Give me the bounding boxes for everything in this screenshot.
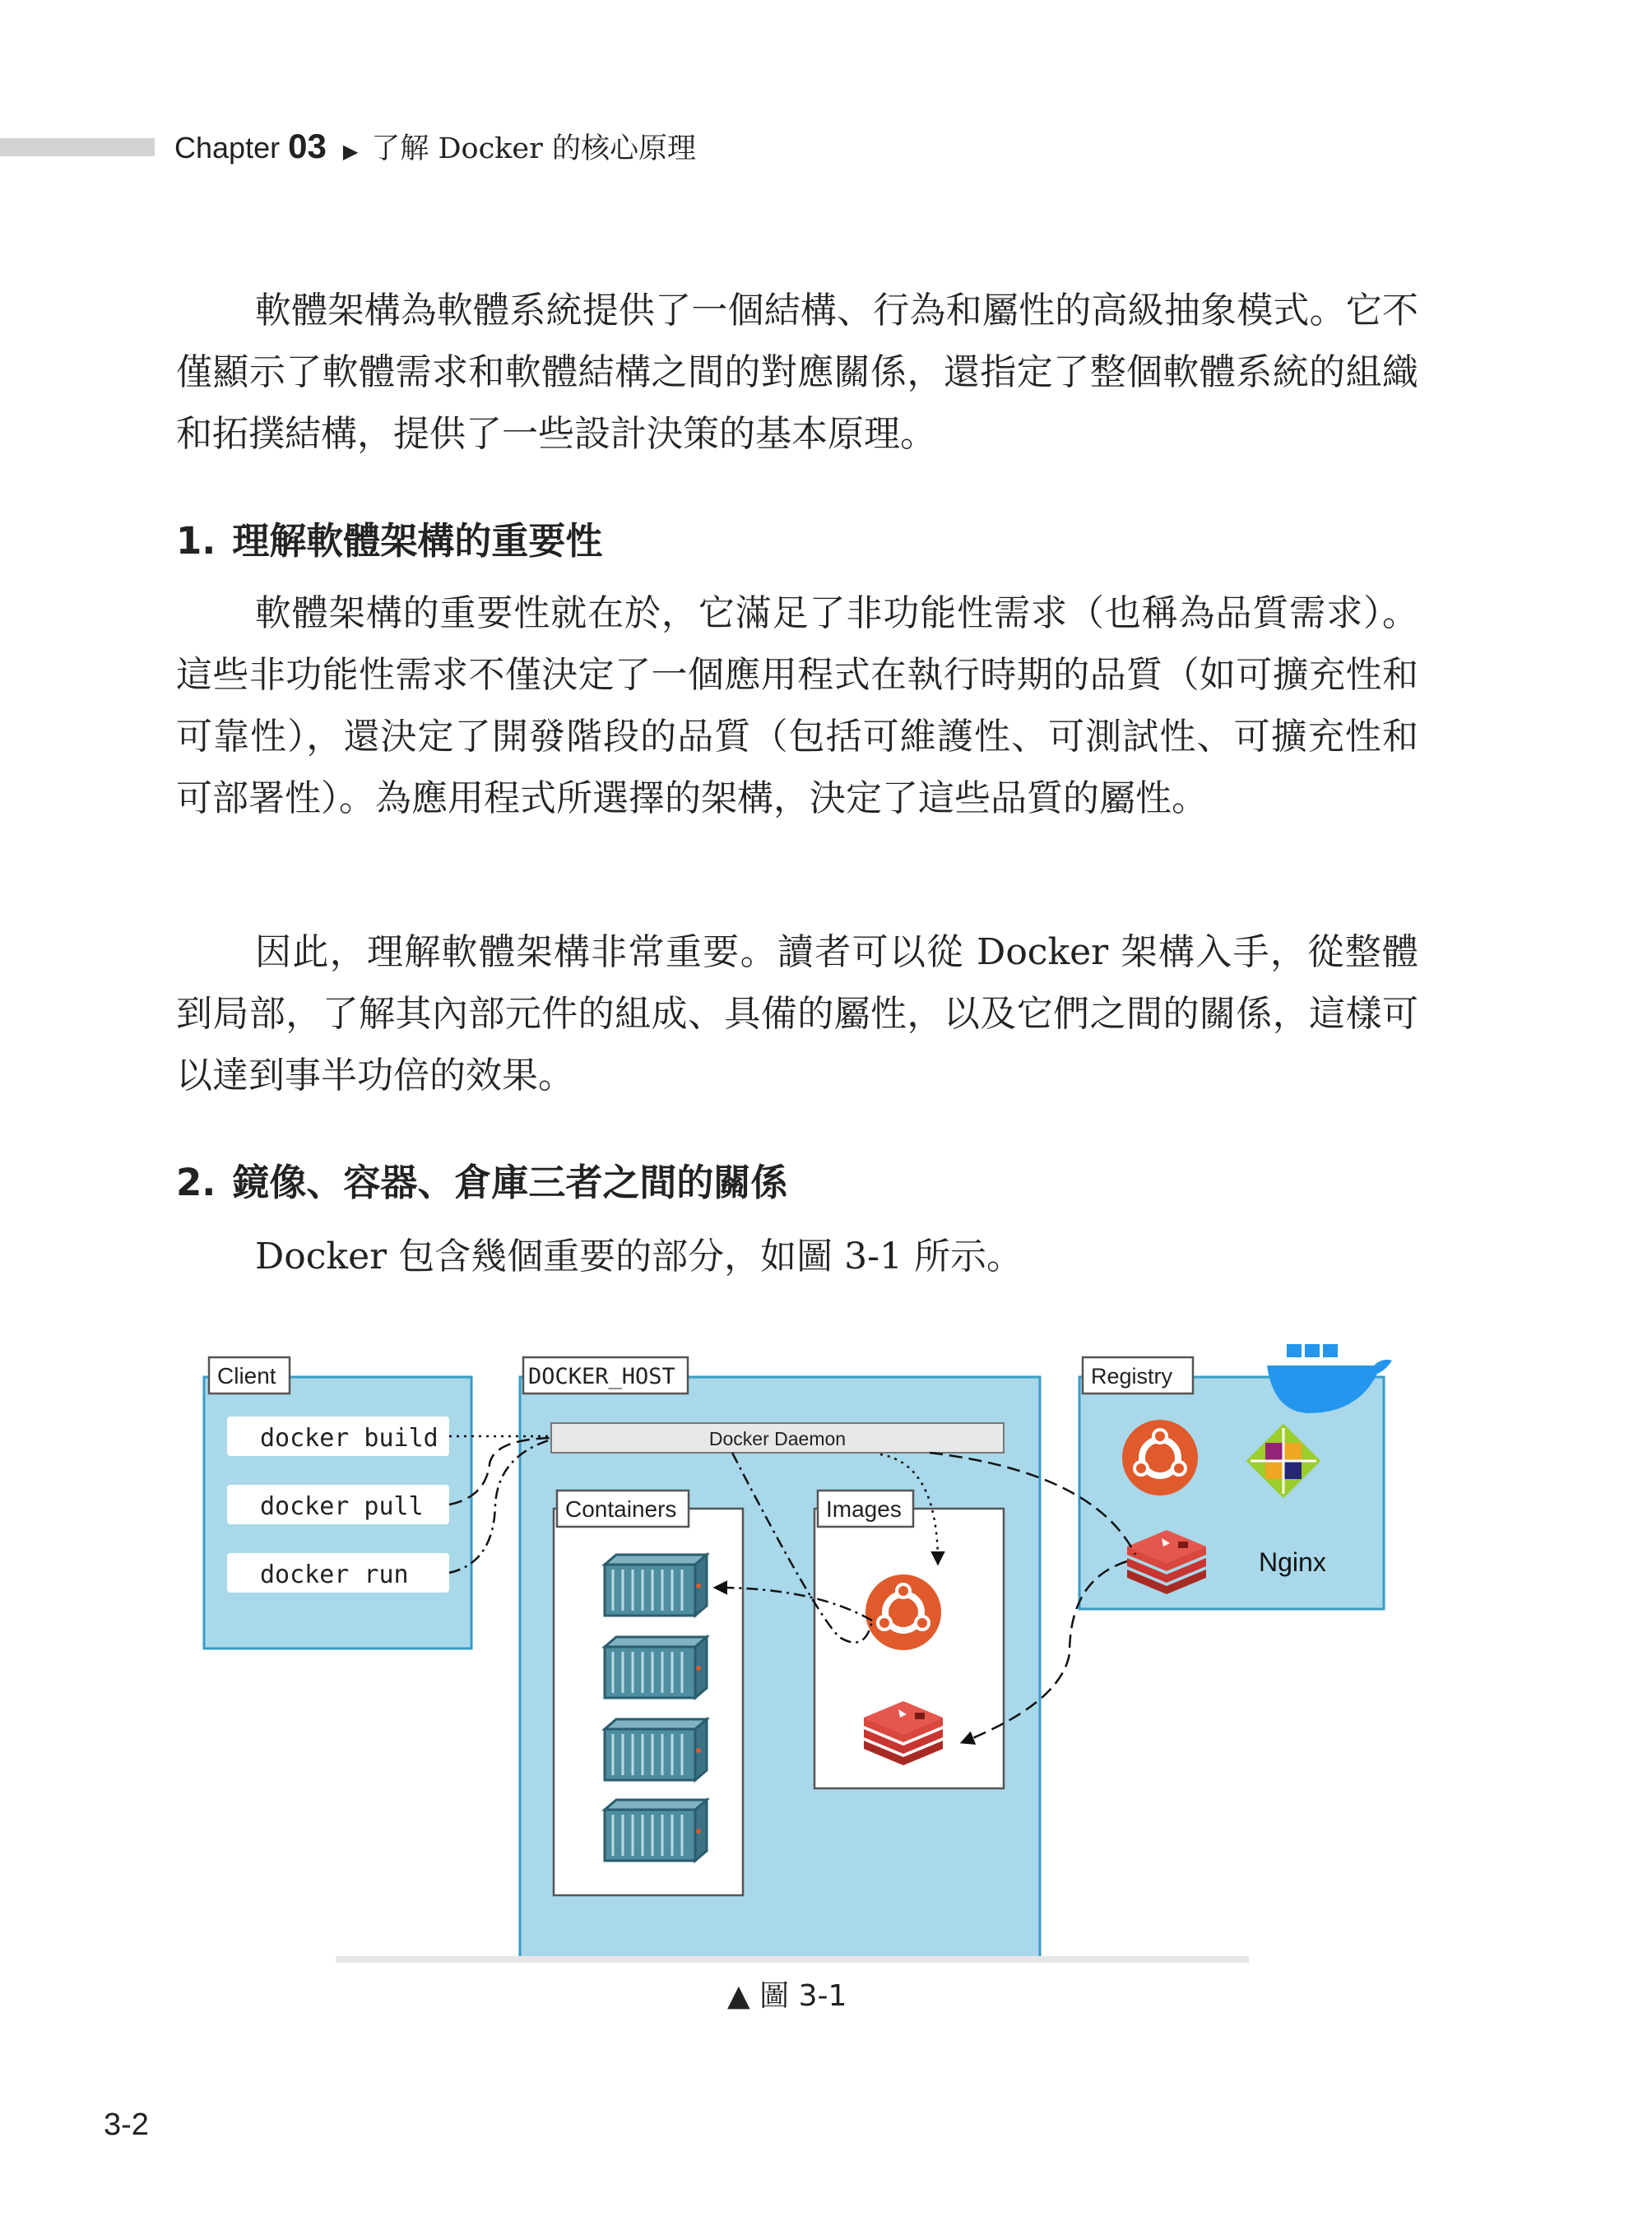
chapter-word: Chapter [174, 131, 281, 165]
container-icon-2 [605, 1637, 707, 1698]
section-1-paragraph-1: 軟體架構的重要性就在於，它滿足了非功能性需求（也稱為品質需求）。這些非功能性需求不僅決定了一個應用程式在執行時期的品質（如可擴充性和可靠性），還決定了開發階段的品質（包括可維護性、可測試性、可擴充性和可部署性）。為應用程式所選擇的架構，決定了這些品質的屬性。 [176, 592, 1418, 819]
section-1-paragraph-2: 因此，理解軟體架構非常重要。讀者可以從 Docker 架構入手，從整體到局部，了解其內部元件的組成、具備的屬性，以及它們之間的關係，這樣可以達到事半功倍的效果。 [176, 931, 1418, 1097]
figure-shadow [336, 1956, 1249, 1963]
section-1-number: 1. [176, 519, 216, 563]
containers-label: Containers [565, 1496, 677, 1522]
arrow-icon: ▶ [342, 141, 359, 163]
command-pull [227, 1485, 449, 1524]
docker-daemon-bar [551, 1423, 1004, 1453]
chapter-number: 03 [288, 127, 327, 165]
docker-host-label: DOCKER_HOST [528, 1364, 675, 1389]
chapter-header [174, 123, 696, 175]
command-pull-label: docker pull [260, 1492, 424, 1521]
command-run-label: docker run [260, 1560, 409, 1589]
ubuntu-registry-icon [1122, 1420, 1198, 1495]
container-icon-3 [605, 1719, 707, 1780]
figure-caption: ▲ 圖 3-1 [727, 1979, 847, 2013]
docker-architecture-figure [189, 1341, 1399, 1974]
section-2-number: 2. [176, 1161, 216, 1204]
registry-label: Registry [1091, 1364, 1173, 1389]
page-number: 3-2 [104, 2107, 149, 2142]
header-bar [0, 138, 155, 156]
images-label: Images [826, 1496, 902, 1522]
command-run [227, 1553, 449, 1593]
container-icon-4 [605, 1800, 707, 1861]
command-build [227, 1417, 449, 1456]
client-label: Client [217, 1363, 276, 1389]
chapter-title: 了解 Docker 的核心原理 [371, 132, 696, 165]
docker-daemon-label: Docker Daemon [708, 1428, 847, 1449]
section-2-title: 鏡像、容器、倉庫三者之間的關係 [232, 1161, 788, 1204]
container-icon-1 [605, 1555, 707, 1616]
command-build-label: docker build [260, 1424, 439, 1453]
section-1-title: 理解軟體架構的重要性 [232, 519, 603, 563]
nginx-label: Nginx [1259, 1547, 1326, 1577]
ubuntu-image-icon [865, 1574, 941, 1650]
intro-paragraph: 軟體架構為軟體系統提供了一個結構、行為和屬性的高級抽象模式。它不僅顯示了軟體需求和軟體結構之間的對應關係，還指定了整個軟體系統的組織和拓撲結構，提供了一些設計決策的基本原理。 [176, 290, 1418, 455]
section-1-heading [176, 517, 602, 566]
section-2-heading [176, 1158, 787, 1208]
section-2-lead: Docker 包含幾個重要的部分，如圖 3-1 所示。 [255, 1236, 1023, 1277]
